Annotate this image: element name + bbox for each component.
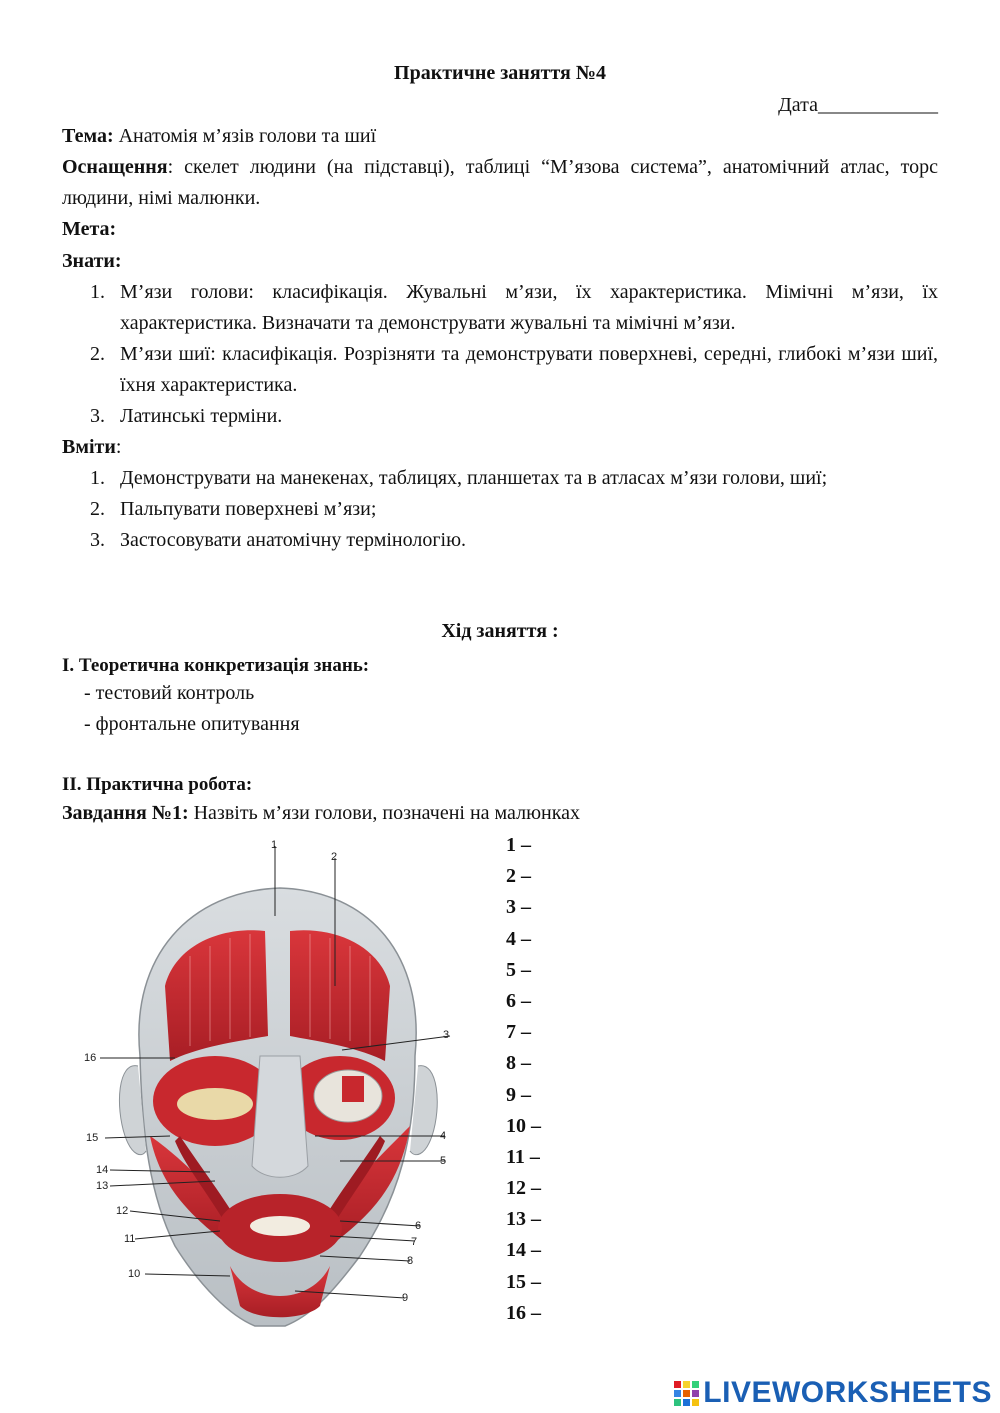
topic-line	[62, 121, 938, 152]
task1-line	[62, 798, 938, 829]
face-muscles-illustration	[80, 836, 460, 1336]
list-text: М’язи шиї: класифікація. Розрізняти та демонструвати поверхневі, середні, глибокі м’язи шиї, їхня характеристика.	[120, 343, 938, 396]
figure-label: 13	[96, 1180, 109, 1192]
answer-line[interactable]: 8 –	[506, 1052, 531, 1075]
list-item	[62, 463, 938, 494]
answer-line[interactable]: 7 –	[506, 1021, 531, 1044]
figure-label: 1	[271, 839, 278, 851]
watermark-text: LIVEWORKSHEETS	[703, 1376, 992, 1409]
list-item	[62, 339, 938, 401]
list-number: 3.	[90, 529, 105, 551]
answer-line[interactable]: 4 –	[506, 927, 531, 950]
skills-colon: :	[115, 436, 122, 458]
figure-label: 8	[407, 1255, 414, 1267]
figure-label: 3	[443, 1029, 450, 1041]
section2-heading: ІІ. Практична робота:	[62, 774, 253, 795]
skills-label: Вміти	[62, 436, 116, 458]
liveworksheets-logo-icon	[674, 1381, 699, 1406]
page-title: Практичне заняття №4	[394, 62, 606, 84]
liveworksheets-watermark	[674, 1376, 992, 1410]
equipment-paragraph	[62, 152, 938, 214]
list-number: 2.	[90, 343, 105, 365]
answer-line[interactable]: 1 –	[506, 834, 531, 856]
figure-label: 16	[84, 1052, 97, 1064]
answer-line[interactable]: 2 –	[506, 865, 531, 888]
figure-label: 14	[96, 1164, 109, 1176]
skills-list	[62, 463, 938, 556]
figure-label: 12	[116, 1205, 129, 1217]
list-text: Демонструвати на манекенах, таблицях, планшетах та в атласах м’язи голови, шиї;	[120, 467, 828, 489]
answer-line[interactable]: 3 –	[506, 896, 531, 919]
know-label: Знати:	[62, 250, 122, 272]
list-text: Пальпувати поверхневі м’язи;	[120, 498, 377, 520]
list-number: 1.	[90, 467, 105, 489]
figure-label: 2	[331, 851, 338, 863]
task1-label: Завдання №1:	[62, 802, 189, 824]
answer-line[interactable]: 14 –	[506, 1239, 541, 1262]
topic-label: Тема:	[62, 125, 114, 147]
list-item	[62, 401, 938, 432]
answer-line[interactable]: 9 –	[506, 1083, 531, 1106]
section1-heading: І. Теоретична конкретизація знань:	[62, 655, 370, 676]
figure-label: 5	[440, 1155, 447, 1167]
list-text: Застосовувати анатомічну термінологію.	[120, 529, 467, 551]
list-item: - фронтальне опитування	[84, 713, 300, 735]
list-number: 3.	[90, 405, 105, 427]
figure-label: 6	[415, 1220, 422, 1232]
equipment-text: : скелет людини (на підставці), таблиці “М’язова система”, анатомічний атлас, торс людини, німі малюнки.	[62, 156, 938, 209]
goal-label: Мета:	[62, 218, 117, 240]
know-list	[62, 277, 938, 432]
answer-list	[506, 830, 541, 1329]
figure-label: 15	[86, 1132, 99, 1144]
answer-line[interactable]: 10 –	[506, 1114, 541, 1137]
section1-list	[84, 678, 300, 740]
list-text: Латинські терміни.	[120, 405, 283, 427]
answer-line[interactable]: 11 –	[506, 1145, 540, 1168]
answer-line[interactable]: 5 –	[506, 958, 531, 981]
task1-text: Назвіть м’язи голови, позначені на малюнках	[188, 802, 581, 824]
list-item	[62, 525, 938, 556]
answer-line[interactable]: 13 –	[506, 1208, 541, 1231]
figure-label: 7	[411, 1236, 418, 1248]
face-muscles-figure	[80, 836, 460, 1336]
figure-label: 11	[124, 1233, 136, 1245]
equipment-label: Оснащення	[62, 156, 168, 178]
course-heading: Хід заняття :	[441, 620, 559, 642]
date-field[interactable]: Дата____________	[778, 94, 938, 116]
list-item: - тестовий контроль	[84, 682, 255, 704]
topic-text: Анатомія м’язів голови та шиї	[113, 125, 377, 147]
list-number: 1.	[90, 281, 105, 303]
answer-line[interactable]: 6 –	[506, 989, 531, 1012]
figure-label: 9	[402, 1292, 409, 1304]
answer-line[interactable]: 16 –	[506, 1301, 541, 1324]
skills-heading	[62, 432, 938, 463]
figure-label: 4	[440, 1130, 447, 1142]
answer-line[interactable]: 12 –	[506, 1177, 541, 1200]
list-text: М’язи голови: класифікація. Жувальні м’язи, їх характеристика. Мімічні м’язи, їх характеристика. Визначати та демонструвати жувальні та мімічні м’язи.	[120, 281, 938, 334]
answer-line[interactable]: 15 –	[506, 1270, 541, 1293]
figure-label: 10	[128, 1268, 141, 1280]
list-item	[62, 277, 938, 339]
list-number: 2.	[90, 498, 105, 520]
list-item	[62, 494, 938, 525]
